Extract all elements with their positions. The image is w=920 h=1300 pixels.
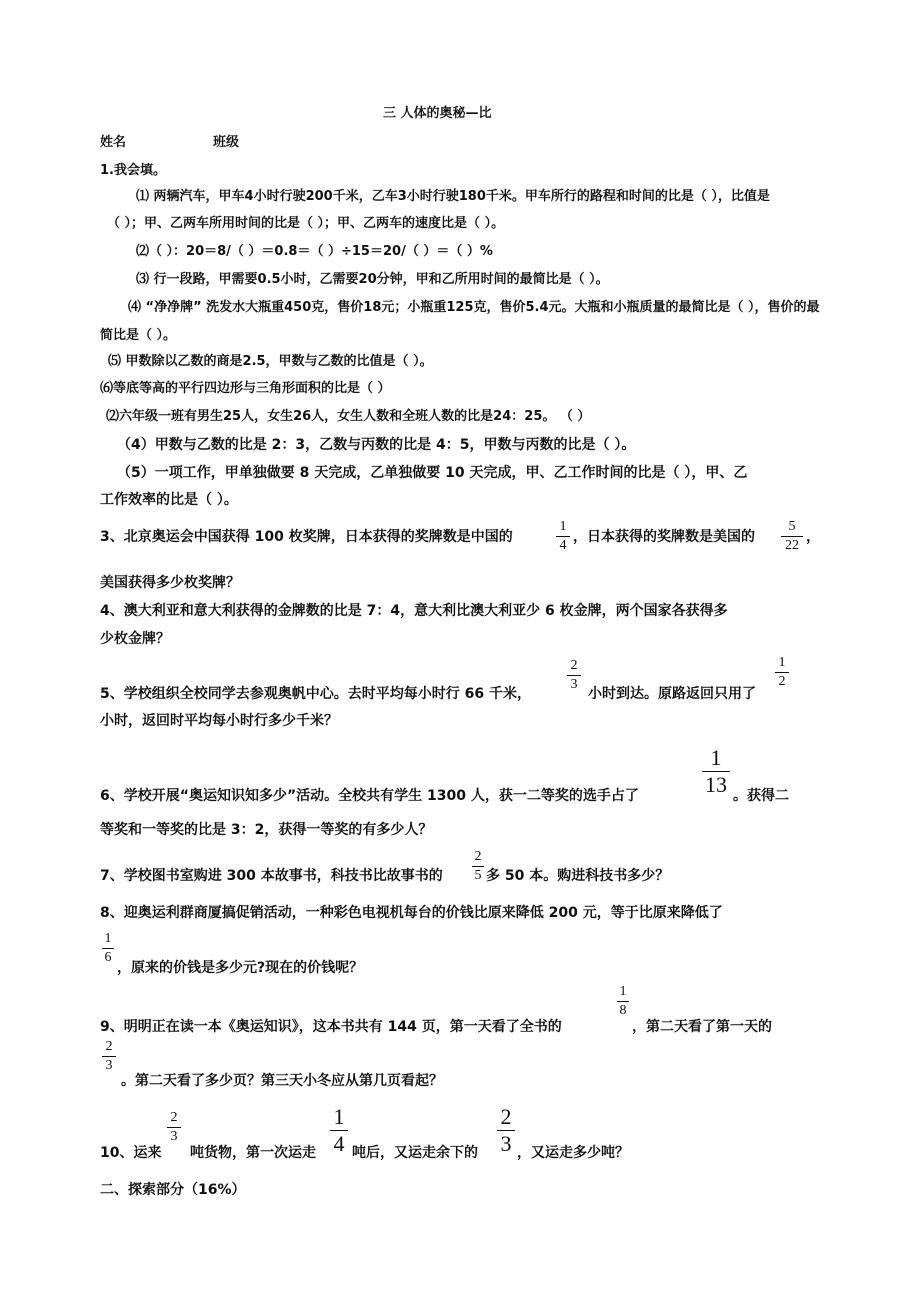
p10-fraction-3 — [497, 1106, 515, 1155]
p9-text-a: 9、明明正在读一本《奥运知识》，这本书共有 144 页，第一天看了全书的 — [100, 1019, 562, 1035]
p3-fraction-1 — [556, 520, 570, 553]
p10-text-d: ，又运走多少吨？ — [517, 1145, 629, 1161]
q1-line1: ⑴ 两辆汽车，甲车4小时行驶200千米，乙车3小时行驶180千米。甲车所行的路程和时间的比是（ ），比值是 — [136, 189, 770, 204]
p10-text-c: 吨后，又运走余下的 — [352, 1145, 478, 1161]
p5-fraction-1-denominator: 3 — [570, 677, 578, 692]
section1-heading: 1.我会填。 — [100, 163, 166, 178]
p5-fraction-2-numerator: 1 — [778, 655, 786, 670]
p6-fraction-denominator: 13 — [705, 772, 727, 797]
p10-fraction-3-numerator: 2 — [500, 1104, 512, 1129]
p7-text-a: 7、学校图书室购进 300 本故事书，科技书比故事书的 — [100, 868, 443, 884]
q3: ⑶ 行一段路，甲需要0.5小时，乙需要20分钟，甲和乙所用时间的最简比是（ ）。 — [136, 272, 609, 287]
p10-fraction-1-numerator: 2 — [170, 1110, 178, 1125]
p8-text-b: ，原来的价钱是多少元?现在的价钱呢？ — [117, 960, 364, 976]
p10-fraction-2 — [330, 1106, 348, 1155]
p5-line2: 小时，返回时平均每小时行多少千米？ — [100, 713, 338, 729]
p9-fraction-1-numerator: 1 — [619, 984, 627, 999]
p8-fraction — [102, 932, 114, 965]
p10-fraction-2-denominator: 4 — [333, 1131, 345, 1156]
p6-line2: 等奖和一等奖的比是 3：2，获得一等奖的有多少人？ — [100, 822, 433, 838]
q9-line2: 工作效率的比是（ ）。 — [100, 492, 238, 508]
p9-text-c: 。第二天看了多少页？第三天小冬应从第几页看起？ — [121, 1073, 443, 1089]
p9-text-b: ，第二天看了第一天的 — [632, 1019, 772, 1035]
p7-text-b: 多 50 本。购进科技书多少？ — [486, 868, 670, 884]
q1-line2: （ ）；甲、乙两车所用时间的比是（ ）；甲、乙两车的速度比是（ ）。 — [107, 216, 505, 231]
p3-fraction-2 — [781, 520, 803, 553]
q9-line1: （5）一项工作，甲单独做要 8 天完成，乙单独做要 10 天完成，甲、乙工作时间的比是（ ），甲、乙 — [117, 465, 748, 481]
p7-fraction — [472, 850, 484, 883]
p8-fraction-numerator: 1 — [104, 931, 112, 946]
p5-fraction-1-numerator: 2 — [570, 658, 578, 673]
p10-fraction-1-denominator: 3 — [170, 1129, 178, 1144]
q8: （4）甲数与乙数的比是 2：3，乙数与丙数的比是 4：5，甲数与丙数的比是（ ）。 — [117, 437, 636, 453]
q4-line2: 简比是（ ）。 — [100, 328, 177, 343]
section2-heading: 二、探索部分（16%） — [100, 1182, 246, 1198]
p10-text-a: 10、运来 — [100, 1145, 162, 1161]
q7: ⑵六年级一班有男生25人，女生26人，女生人数和全班人数的比是24：25。 （ ） — [106, 409, 591, 424]
p3-text-c: ， — [806, 529, 820, 545]
p6-text-b: 。获得二 — [733, 788, 789, 804]
p7-fraction-denominator: 5 — [474, 868, 482, 883]
p10-fraction-1 — [167, 1111, 181, 1144]
q2: ⑵（ ）：20＝8/（ ）＝0.8＝（ ）÷15＝20/（ ）＝（ ）% — [136, 244, 493, 259]
page-title: 三 人体的奥秘—比 — [383, 106, 492, 121]
p9-fraction-2-numerator: 2 — [105, 1039, 113, 1054]
p5-fraction-1 — [567, 659, 581, 692]
p7-fraction-numerator: 2 — [474, 849, 482, 864]
p3-fraction-2-denominator: 22 — [785, 538, 799, 553]
p6-text-a: 6、学校开展“奥运知识知多少”活动。全校共有学生 1300 人，获一二等奖的选手占了 — [100, 788, 639, 804]
p10-fraction-3-denominator: 3 — [500, 1131, 512, 1156]
p8-line1: 8、迎奥运利群商厦搞促销活动，一种彩色电视机每台的价钱比原来降低 200 元，等于比原来降低了 — [100, 905, 723, 921]
p5-fraction-2-denominator: 2 — [778, 674, 786, 689]
p3-text-b: ，日本获得的奖牌数是美国的 — [573, 529, 755, 545]
p6-fraction — [702, 747, 730, 796]
p9-fraction-1 — [617, 985, 629, 1018]
p3-fraction-2-numerator: 5 — [788, 519, 796, 534]
name-label: 姓名 — [100, 135, 127, 150]
p5-text-a: 5、学校组织全校同学去参观奥帆中心。去时平均每小时行 66 千米， — [100, 686, 531, 702]
p3-fraction-1-denominator: 4 — [559, 538, 567, 553]
p4-line1: 4、澳大利亚和意大利获得的金牌数的比是 7：4，意大利比澳大利亚少 6 枚金牌，两个国家各获得多 — [100, 603, 728, 619]
class-label: 班级 — [213, 135, 240, 150]
p5-fraction-2 — [775, 656, 789, 689]
q6: ⑹等底等高的平行四边形与三角形面积的比是（ ） — [100, 381, 391, 396]
p10-text-b: 吨货物，第一次运走 — [190, 1145, 316, 1161]
p8-fraction-denominator: 6 — [104, 950, 112, 965]
p9-fraction-1-denominator: 8 — [619, 1003, 627, 1018]
p5-text-b: 小时到达。原路返回只用了 — [588, 686, 756, 702]
p4-line2: 少枚金牌？ — [100, 631, 170, 647]
p3-fraction-1-numerator: 1 — [559, 519, 567, 534]
q4-line1: ⑷ “净净牌” 洗发水大瓶重450克，售价18元；小瓶重125克，售价5.4元。大瓶和小瓶质量的最简比是（ ），售价的最 — [128, 300, 820, 315]
p3-text-a: 3、北京奥运会中国获得 100 枚奖牌，日本获得的奖牌数是中国的 — [100, 529, 513, 545]
p6-fraction-numerator: 1 — [710, 745, 722, 770]
p10-fraction-2-numerator: 1 — [333, 1104, 345, 1129]
p9-fraction-2-denominator: 3 — [105, 1058, 113, 1073]
q5: ⑸ 甲数除以乙数的商是2.5，甲数与乙数的比值是（ ）。 — [108, 354, 433, 369]
p3-line2: 美国获得多少枚奖牌？ — [100, 575, 240, 591]
p9-fraction-2 — [102, 1040, 116, 1073]
